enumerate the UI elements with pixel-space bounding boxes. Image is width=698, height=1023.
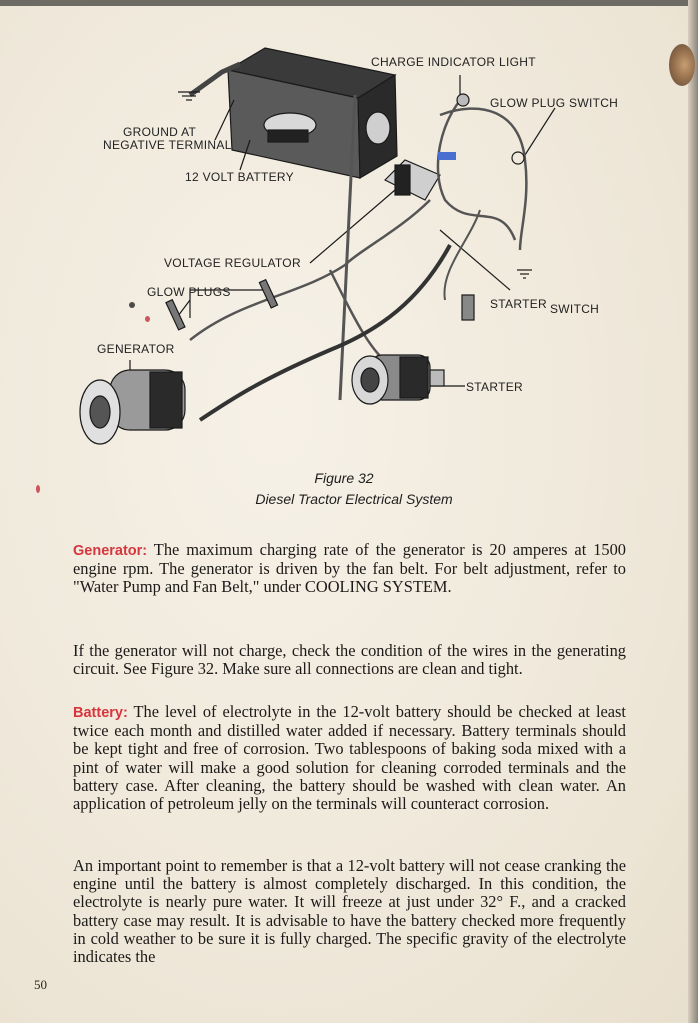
paragraph-text: If the generator will not charge, check the condition of the wires in the generating circuit. See Figure 32. Make sure all connections are clean and tight. [73,641,626,679]
electrical-diagram [0,0,698,470]
figure-title: Diesel Tractor Electrical System [255,491,453,507]
paragraph-important-point [73,857,626,966]
label-12-volt-battery: 12 VOLT BATTERY [185,170,294,184]
paragraph-generator-check [73,642,626,678]
ink-spot [129,302,135,308]
section-heading-generator: Generator: [73,543,148,559]
label-ground-at: GROUND AT [123,125,197,139]
starter-illustration [352,355,444,404]
label-starter: STARTER [466,380,523,394]
label-voltage-regulator: VOLTAGE REGULATOR [164,256,301,270]
label-negative-terminal: NEGATIVE TERMINAL [103,138,232,152]
label-starter-switch-a: STARTER [490,297,547,311]
section-heading-battery: Battery: [73,705,128,721]
label-glow-plugs: GLOW PLUGS [147,285,231,299]
label-charge-indicator-light: CHARGE INDICATOR LIGHT [371,55,536,69]
paragraph-text: The maximum charging rate of the generator is 20 amperes at 1500 engine rpm. The generator is driven by the fan belt. For belt adjustment, refer to "Water Pump and Fan Belt," under COOLING SYSTEM. [73,540,626,597]
page-number: 50 [34,977,47,992]
paragraph-battery [73,703,626,813]
red-spot [36,485,40,493]
red-spot [145,316,150,322]
paragraph-text: The level of electrolyte in the 12-volt battery should be checked at least twice each month and distilled water added if necessary. Battery terminals should be kept tight and free of corrosion. Two tablespoons of baking soda mixed with a pint of water will make a good solution for cleaning corroded terminals and the battery case. After cleaning, the battery should be washed with clean water. An application of petroleum jelly on the terminals will counteract corrosion. [73,702,626,814]
label-glow-plug-switch: GLOW PLUG SWITCH [490,96,619,110]
label-starter-switch-b: SWITCH [550,302,600,316]
generator-illustration [80,370,185,444]
label-generator: GENERATOR [97,342,175,356]
figure-number: Figure 32 [314,470,374,486]
paragraph-generator [73,541,626,597]
paragraph-text: An important point to remember is that a 12-volt battery will not cease cranking the engine until the battery is almost completely discharged. In this condition, the electrolyte is nearly pure water. It will freeze at just under 32° F., and a cracked battery case may result. It is advisable to have the battery checked more frequently in cold weather to be sure it is fully charged. The specific gravity of the electrolyte indicates the [73,856,626,967]
